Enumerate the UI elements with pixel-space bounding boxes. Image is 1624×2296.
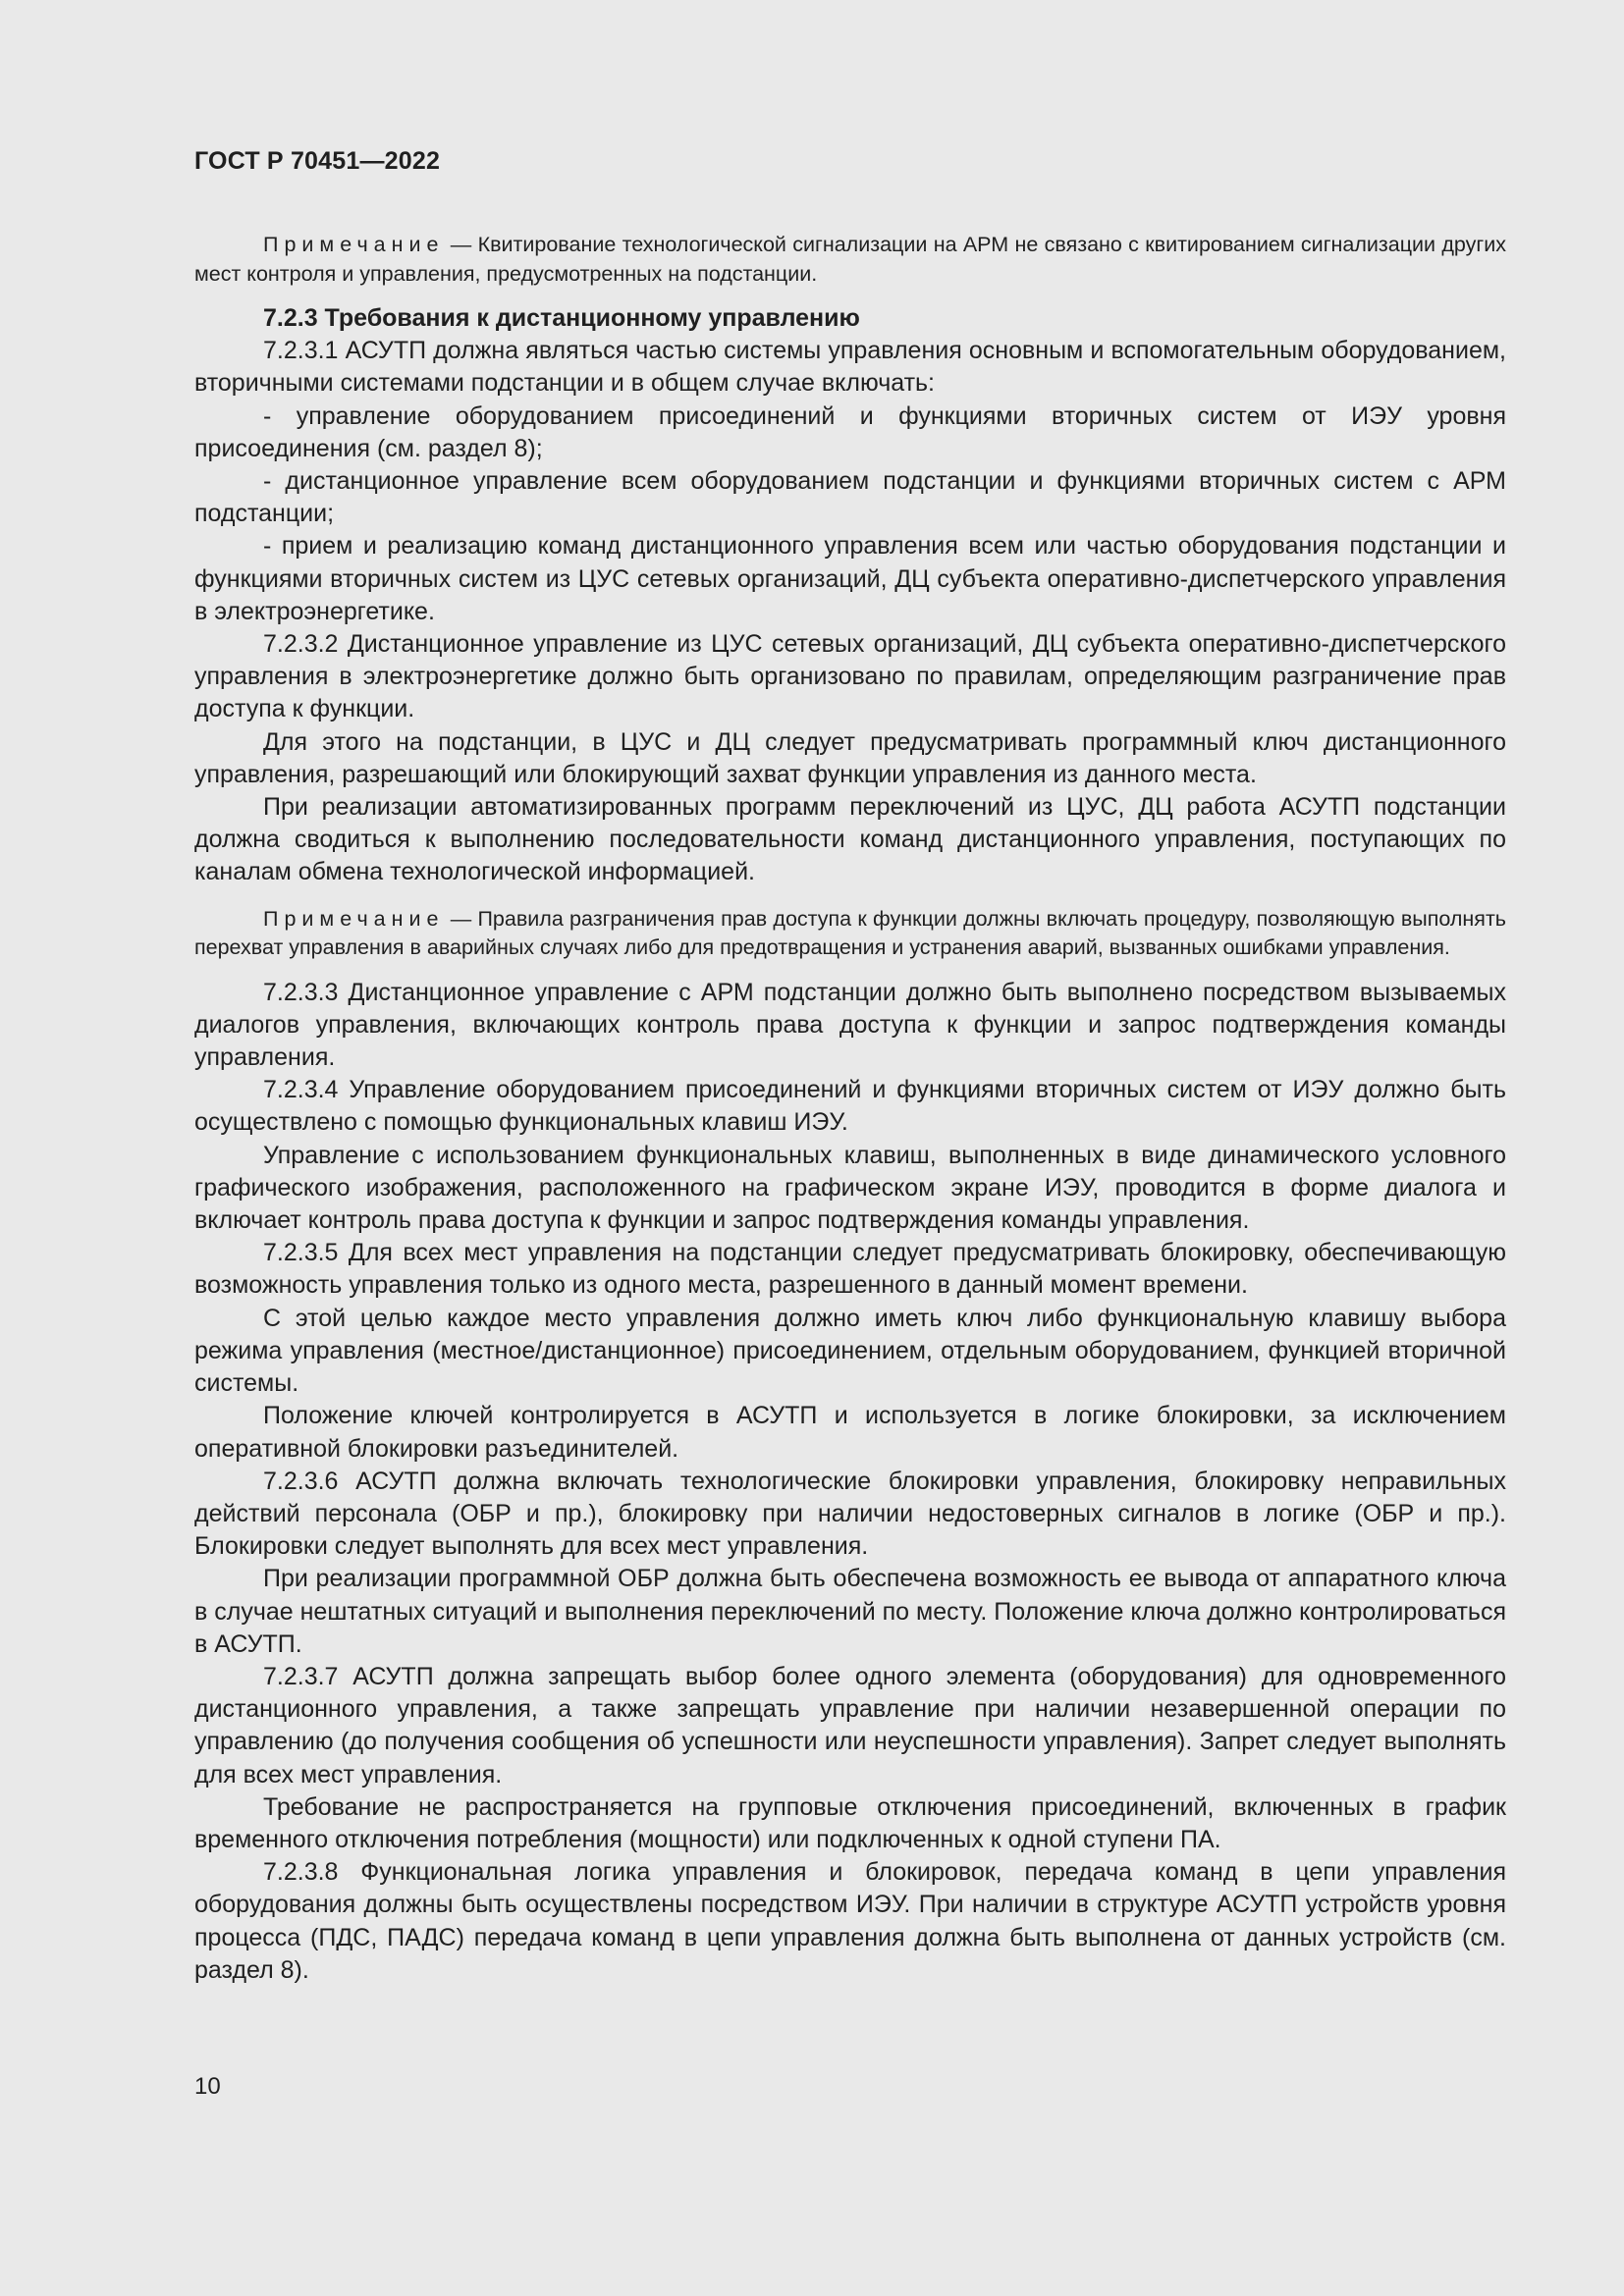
- section-title: 7.2.3 Требования к дистанционному управлению: [263, 304, 860, 332]
- paragraph: 7.2.3.4 Управление оборудованием присоединений и функциями вторичных систем от ИЭУ должно быть осуществлено с помощью функциональных клавиш ИЭУ.: [194, 1076, 1506, 1137]
- paragraph: Управление с использованием функциональных клавиш, выполненных в виде динамического условного графического изображения, расположенного на графическом экране ИЭУ, проводится в форме диалога и включает контроль права доступа к функции и запрос подтверждения команды управления.: [194, 1141, 1506, 1235]
- paragraph: Для этого на подстанции, в ЦУС и ДЦ следует предусматривать программный ключ дистанционного управления, разрешающий или блокирующий захват функции управления из данного места.: [194, 727, 1506, 788]
- note-1: [194, 231, 1506, 289]
- note-2-label: Примечание: [263, 906, 445, 931]
- paragraph: Требование не распространяется на групповые отключения присоединений, включенных в график временного отключения потребления (мощности) или подключенных к одной ступени ПА.: [194, 1792, 1506, 1853]
- page-number: 10: [194, 2073, 221, 2100]
- list-item: - дистанционное управление всем оборудованием подстанции и функциями вторичных систем с АРМ подстанции;: [194, 467, 1506, 528]
- paragraph: 7.2.3.8 Функциональная логика управления и блокировок, передача команд в цепи управления оборудования должны быть осуществлены посредством ИЭУ. При наличии в структуре АСУТП устройств уровня процесса (ПДС, ПАДС) передача команд в цепи управления должна быть выполнена от данных устройств (см. раздел 8).: [194, 1858, 1506, 1984]
- paragraph: 7.2.3.2 Дистанционное управление из ЦУС сетевых организаций, ДЦ субъекта оперативно-диспетчерского управления в электроэнергетике должно быть организовано по правилам, определяющим разграничение прав доступа к функции.: [194, 630, 1506, 723]
- note-2: [194, 905, 1506, 963]
- note-2-text: — Правила разграничения прав доступа к функции должны включать процедуру, позволяющую выполнять перехват управления в аварийных случаях либо для предотвращения и устранения аварий, вызванных ошибками управления.: [194, 906, 1506, 960]
- paragraph: При реализации программной ОБР должна быть обеспечена возможность ее вывода от аппаратного ключа в случае нештатных ситуаций и выполнения переключений по месту. Положение ключа должно контролироваться в АСУТП.: [194, 1565, 1506, 1658]
- paragraph: 7.2.3.1 АСУТП должна являться частью системы управления основным и вспомогательным оборудованием, вторичными системами подстанции и в общем случае включать:: [194, 337, 1506, 398]
- paragraph: 7.2.3.6 АСУТП должна включать технологические блокировки управления, блокировку неправильных действий персонала (ОБР и пр.), блокировку при наличии недостоверных сигналов в логике (ОБР и пр.). Блокировки следует выполнять для всех мест управления.: [194, 1467, 1506, 1561]
- document-header: ГОСТ Р 70451—2022: [194, 147, 441, 175]
- paragraph: 7.2.3.3 Дистанционное управление с АРМ подстанции должно быть выполнено посредством вызываемых диалогов управления, включающих контроль права доступа к функции и запрос подтверждения команды управления.: [194, 978, 1506, 1072]
- list-item: - управление оборудованием присоединений и функциями вторичных систем от ИЭУ уровня присоединения (см. раздел 8);: [194, 401, 1506, 462]
- paragraph: С этой целью каждое место управления должно иметь ключ либо функциональную клавишу выбора режима управления (местное/дистанционное) присоединением, отдельным оборудованием, функцией вторичной системы.: [194, 1304, 1506, 1398]
- paragraph: 7.2.3.5 Для всех мест управления на подстанции следует предусматривать блокировку, обеспечивающую возможность управления только из одного места, разрешенного в данный момент времени.: [194, 1239, 1506, 1300]
- note-1-text: — Квитирование технологической сигнализации на АРМ не связано с квитированием сигнализации других мест контроля и управления, предусмотренных на подстанции.: [194, 233, 1506, 286]
- paragraph: 7.2.3.7 АСУТП должна запрещать выбор более одного элемента (оборудования) для одновременного дистанционного управления, а также запрещать управление при наличии незавершенной операции по управлению (до получения сообщения об успешности или неуспешности управления). Запрет следует выполнять для всех мест управления.: [194, 1662, 1506, 1789]
- paragraph: Положение ключей контролируется в АСУТП и используется в логике блокировки, за исключением оперативной блокировки разъединителей.: [194, 1402, 1506, 1463]
- document-page: [194, 147, 1506, 1987]
- note-1-label: Примечание: [263, 233, 445, 256]
- list-item: - прием и реализацию команд дистанционного управления всем или частью оборудования подстанции и функциями вторичных систем из ЦУС сетевых организаций, ДЦ субъекта оперативно-диспетчерского управления в электроэнергетике.: [194, 532, 1506, 625]
- paragraph: При реализации автоматизированных программ переключений из ЦУС, ДЦ работа АСУТП подстанции должна сводиться к выполнению последовательности команд дистанционного управления, поступающих по каналам обмена технологической информацией.: [194, 793, 1506, 886]
